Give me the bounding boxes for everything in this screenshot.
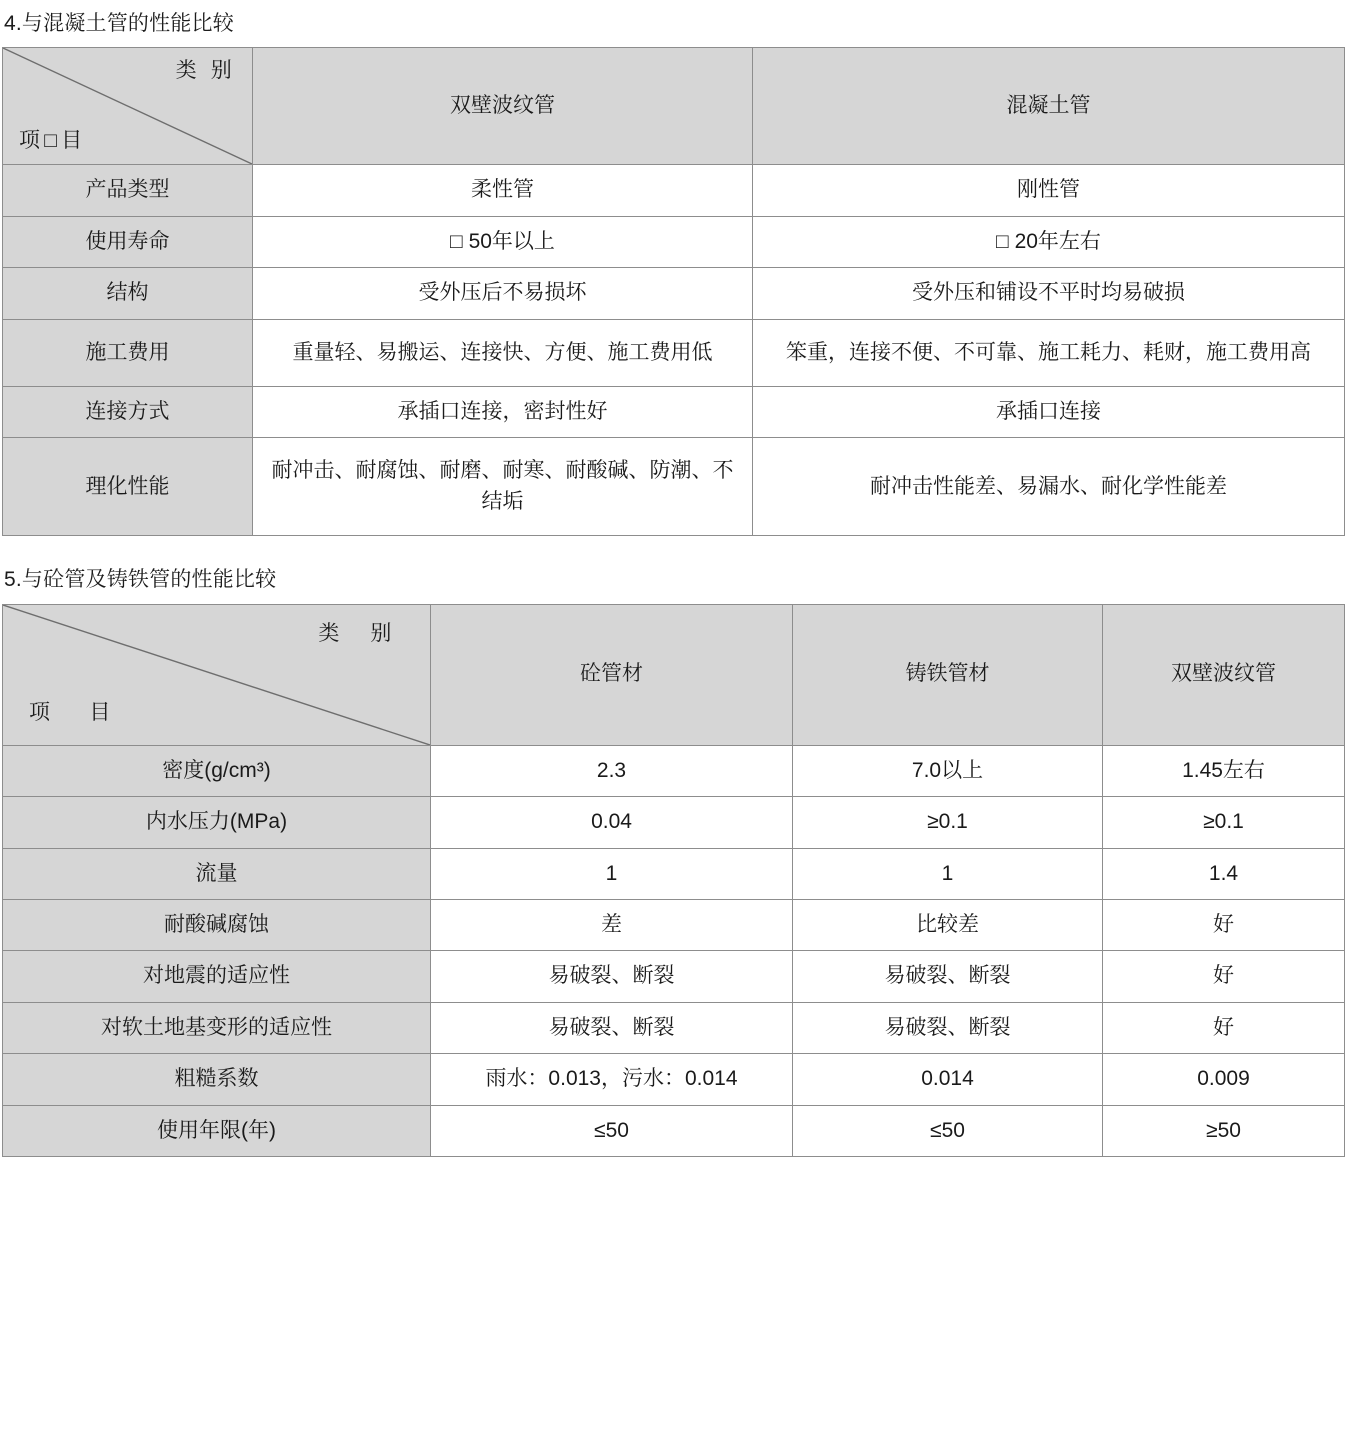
table-cell: 刚性管 [753, 165, 1345, 216]
table-cell: 笨重，连接不便、不可靠、施工耗力、耗财，施工费用高 [753, 319, 1345, 386]
row-label: 密度(g/cm³) [3, 745, 431, 796]
table-row [3, 797, 1345, 848]
table-header-row [3, 48, 1345, 165]
comparison-table-concrete [2, 47, 1345, 536]
table-cell: 雨水：0.013，污水：0.014 [431, 1054, 793, 1105]
section-spacer [0, 536, 1348, 562]
table-cell: 易破裂、断裂 [431, 1002, 793, 1053]
table-cell: □ 50年以上 [253, 216, 753, 267]
table-row [3, 899, 1345, 950]
table-cell: ≥0.1 [1103, 797, 1345, 848]
table-cell: 重量轻、易搬运、连接快、方便、施工费用低 [253, 319, 753, 386]
table-row [3, 1054, 1345, 1105]
row-label: 粗糙系数 [3, 1054, 431, 1105]
table-cell: 1.45左右 [1103, 745, 1345, 796]
section-heading-5: 5.与砼管及铸铁管的性能比较 [4, 568, 277, 592]
row-label: 产品类型 [3, 165, 253, 216]
table-cell: 1 [793, 848, 1103, 899]
table-cell: 差 [431, 899, 793, 950]
row-label: 理化性能 [3, 438, 253, 536]
table-cell: 2.3 [431, 745, 793, 796]
table-row [3, 387, 1345, 438]
table-cell: ≤50 [431, 1105, 793, 1156]
table-row [3, 951, 1345, 1002]
table-cell: 好 [1103, 899, 1345, 950]
table-row [3, 848, 1345, 899]
column-header-3: 双壁波纹管 [1103, 604, 1345, 745]
section-heading-4: 4.与混凝土管的性能比较 [4, 12, 234, 35]
table-row [3, 165, 1345, 216]
column-header-1: 砼管材 [431, 604, 793, 745]
table-cell: 耐冲击性能差、易漏水、耐化学性能差 [753, 438, 1345, 536]
table-cell: □ 20年左右 [753, 216, 1345, 267]
table-cell: 7.0以上 [793, 745, 1103, 796]
row-label: 对软土地基变形的适应性 [3, 1002, 431, 1053]
table-cell: 好 [1103, 1002, 1345, 1053]
table-cell: ≥0.1 [793, 797, 1103, 848]
table-row [3, 268, 1345, 319]
table-header-row [3, 604, 1345, 745]
column-header-2: 铸铁管材 [793, 604, 1103, 745]
column-header-2: 混凝土管 [753, 48, 1345, 165]
table-row [3, 319, 1345, 386]
table-cell: ≥50 [1103, 1105, 1345, 1156]
row-label: 连接方式 [3, 387, 253, 438]
table-cell: 受外压后不易损坏 [253, 268, 753, 319]
row-label: 内水压力(MPa) [3, 797, 431, 848]
table-cell: 0.009 [1103, 1054, 1345, 1105]
table-cell: 承插口连接，密封性好 [253, 387, 753, 438]
row-label: 对地震的适应性 [3, 951, 431, 1002]
corner-header-cell [3, 604, 431, 745]
corner-category-label: 类 别 [175, 59, 236, 83]
table-cell: 比较差 [793, 899, 1103, 950]
table-cell: 易破裂、断裂 [793, 951, 1103, 1002]
table-cell: 1 [431, 848, 793, 899]
table-cell: 易破裂、断裂 [431, 951, 793, 1002]
table-cell: ≤50 [793, 1105, 1103, 1156]
table-row [3, 216, 1345, 267]
table-cell: 0.014 [793, 1054, 1103, 1105]
corner-header-cell [3, 48, 253, 165]
table-cell: 1.4 [1103, 848, 1345, 899]
table-row [3, 1002, 1345, 1053]
corner-category-label: 类 别 [318, 621, 404, 645]
row-label: 施工费用 [3, 319, 253, 386]
row-label: 流量 [3, 848, 431, 899]
column-header-1: 双壁波纹管 [253, 48, 753, 165]
table-cell: 好 [1103, 951, 1345, 1002]
row-label: 耐酸碱腐蚀 [3, 899, 431, 950]
table-cell: 易破裂、断裂 [793, 1002, 1103, 1053]
table-row [3, 1105, 1345, 1156]
row-label: 结构 [3, 268, 253, 319]
corner-item-label: 项□目 [19, 128, 87, 152]
table-cell: 受外压和铺设不平时均易破损 [753, 268, 1345, 319]
table-cell: 承插口连接 [753, 387, 1345, 438]
row-label: 使用年限(年) [3, 1105, 431, 1156]
table-cell: 柔性管 [253, 165, 753, 216]
table-row [3, 745, 1345, 796]
table-cell: 耐冲击、耐腐蚀、耐磨、耐寒、耐酸碱、防潮、不结垢 [253, 438, 753, 536]
comparison-table-iron [2, 604, 1345, 1158]
row-label: 使用寿命 [3, 216, 253, 267]
table-cell: 0.04 [431, 797, 793, 848]
corner-item-label: 项 目 [29, 701, 128, 725]
table-row [3, 438, 1345, 536]
